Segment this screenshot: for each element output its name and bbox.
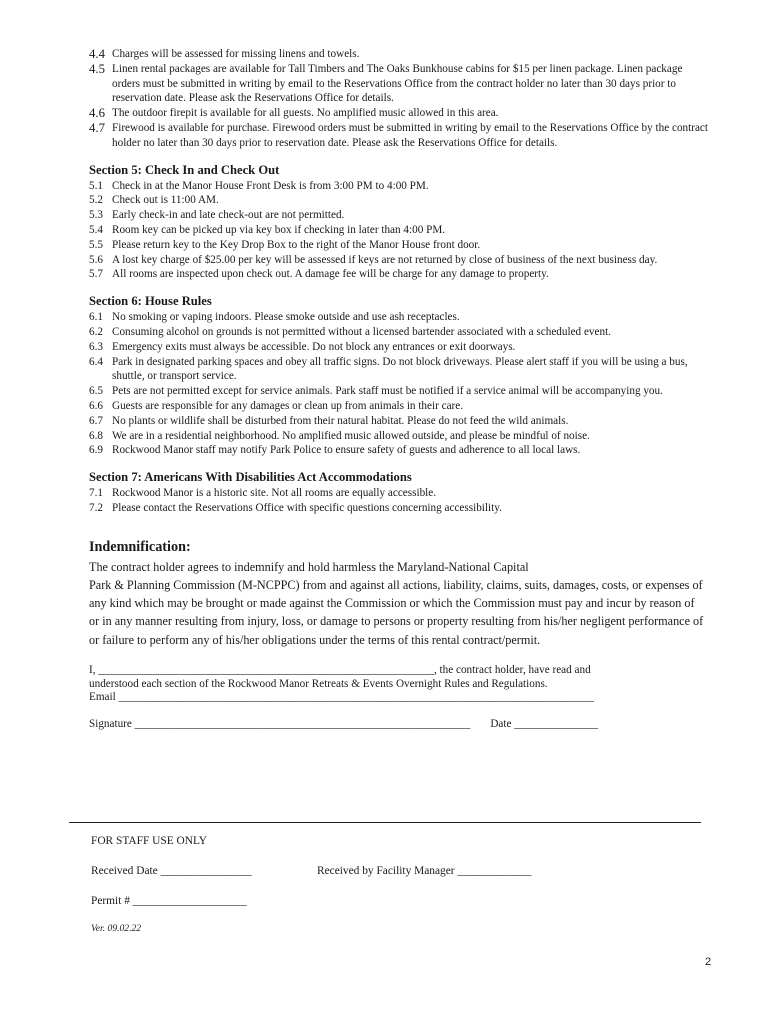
email-field[interactable]: Email _____________________________________________________________________________________ (89, 691, 594, 704)
list-item: 4.5 Linen rental packages are available for Tall Timbers and The Oaks Bunkhouse cabins for $15 per linen package. Linen package orders must be submitted in writing by email to the Reservations Office from the contract holder no later than 30 days prior to reservation date. Please ask the Reservations Office for details. (89, 61, 683, 105)
indemnification-title: Indemnification: (89, 538, 191, 555)
permit-number-field[interactable]: Permit # ____________________ (91, 895, 247, 907)
list-item: 4.6 The outdoor firepit is available for all guests. No amplified music allowed in this area. (89, 106, 499, 121)
list-item: 6.9 Rockwood Manor staff may notify Park Police to ensure safety of guests and adherence to all local laws. (89, 444, 581, 457)
staff-use-heading: FOR STAFF USE ONLY (91, 835, 207, 847)
list-item: 6.2 Consuming alcohol on grounds is not permitted without a licensed bartender associated with a scheduled event. (89, 325, 611, 338)
received-by-field[interactable]: Received by Facility Manager _____________ (317, 865, 532, 877)
certification-statement: understood each section of the Rockwood Manor Retreats & Events Overnight Rules and Regulations. (89, 677, 548, 690)
section-4-list (89, 47, 711, 151)
list-item: 5.6 A lost key charge of $25.00 per key will be assessed if keys are not returned by close of business of the next business day. (89, 253, 658, 266)
indemnification-body (89, 558, 705, 649)
rules-content (89, 47, 711, 730)
list-item: 7.2 Please contact the Reservations Office with specific questions concerning accessibility. (89, 501, 502, 514)
list-item: 5.7 All rooms are inspected upon check out. A damage fee will be charge for any damage to property. (89, 268, 549, 281)
list-item: 5.3 Early check-in and late check-out are not permitted. (89, 209, 345, 222)
list-item: 5.4 Room key can be picked up via key box if checking in later than 4:00 PM. (89, 223, 446, 236)
version-label: Ver. 09.02.22 (91, 923, 142, 934)
list-item: 5.1 Check in at the Manor House Front Desk is from 3:00 PM to 4:00 PM. (89, 179, 429, 192)
list-item: 4.4 Charges will be assessed for missing linens and towels. (89, 47, 360, 61)
section-7-title: Section 7: Americans With Disabilities Act Accommodations (89, 470, 412, 485)
list-item: 6.7 No plants or wildlife shall be disturbed from their natural habitat. Please do not feed the wild animals. (89, 414, 569, 427)
section-6-title: Section 6: House Rules (89, 294, 212, 309)
section-5-list (89, 179, 711, 283)
list-item: 6.6 Guests are responsible for any damages or clean up from animals in their care. (89, 399, 464, 412)
list-item: 6.4 Park in designated parking spaces and obey all traffic signs. Do not block driveways. Please alert staff if you will be using a bus, shuttle, or transport service. (89, 355, 688, 383)
list-item: 6.8 We are in a residential neighborhood. No amplified music allowed outside, and please be mindful of noise. (89, 429, 590, 442)
certification-block (89, 664, 711, 705)
list-item: 5.5 Please return key to the Key Drop Box to the right of the Manor House front door. (89, 238, 481, 251)
list-item: 6.3 Emergency exits must always be accessible. Do not block any entrances or exit doorways. (89, 340, 516, 353)
list-item: 6.1 No smoking or vaping indoors. Please smoke outside and use ash receptacles. (89, 311, 460, 324)
signature-field[interactable]: Signature ____________________________________________________________ (89, 718, 471, 731)
indemnification-line-2: Park & Planning Commission (M-NCPPC) from and against all actions, liability, claims, suits, damages, costs, or expenses of any kind which may be brought or made against the Commission or which the Commission must pay and incur by reason of or in any manner resulting from injury, loss, or damage to persons or property resulting from his/her negligent performance of or failure to perform any of his/her obligations under the terms of this rental contract/permit. (89, 577, 704, 647)
list-item: 6.5 Pets are not permitted except for service animals. Park staff must be notified if a service animal will be accompanying you. (89, 385, 663, 398)
section-6-list (89, 310, 711, 458)
list-item: 4.7 Firewood is available for purchase. Firewood orders must be submitted in writing by email to the Reservations Office by the contract holder no later than 30 days prior to reservation date. Please ask the Reservations Office for details. (89, 120, 709, 149)
page-number: 2 (705, 956, 712, 968)
list-item: 7.1 Rockwood Manor is a historic site. Not all rooms are equally accessible. (89, 487, 437, 500)
received-date-field[interactable]: Received Date ________________ (91, 865, 252, 877)
list-item: 5.2 Check out is 11:00 AM. (89, 194, 219, 207)
section-5-title: Section 5: Check In and Check Out (89, 162, 280, 177)
section-7-list (89, 486, 711, 516)
divider (69, 822, 701, 823)
contract-holder-name-field[interactable]: I, ____________________________________________________________, the contract holder, have read and (89, 663, 591, 676)
signature-row (89, 718, 711, 730)
date-field[interactable]: Date _______________ (490, 718, 599, 731)
indemnification-line-1: The contract holder agrees to indemnify and hold harmless the Maryland-National Capital (89, 559, 529, 574)
